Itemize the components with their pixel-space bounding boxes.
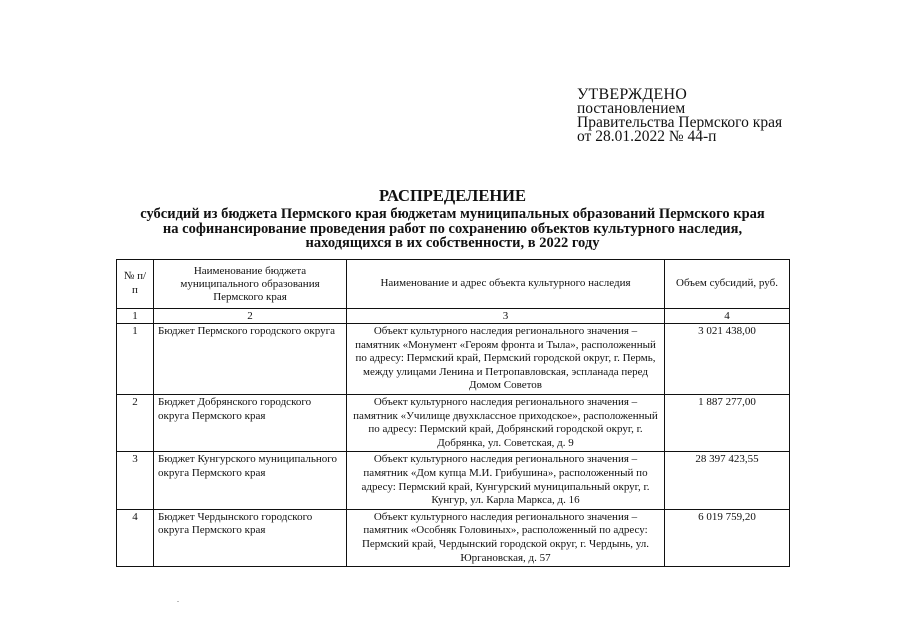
table-row [117, 324, 790, 395]
subtitle-line: на софинансирование проведения работ по сохранению объектов культурного наследия, [162, 220, 743, 237]
row-number: 2 [117, 394, 154, 451]
approval-line: Правительства Пермского края [577, 114, 783, 131]
column-number: 2 [154, 309, 347, 324]
document-subtitle [100, 207, 805, 251]
approval-heading: УТВЕРЖДЕНО [577, 86, 688, 103]
header-num: № п/п [117, 260, 154, 309]
row-number: 1 [117, 324, 154, 395]
row-budget: Бюджет Кунгурского муниципального округа Пермского края [154, 452, 347, 509]
row-amount: 1 887 277,00 [665, 394, 790, 451]
document-title: РАСПРЕДЕЛЕНИЕ [378, 186, 526, 205]
table-row [117, 452, 790, 509]
table-row [117, 394, 790, 451]
distribution-table [116, 259, 790, 567]
row-amount: 28 397 423,55 [665, 452, 790, 509]
row-amount: 3 021 438,00 [665, 324, 790, 395]
header-object: Наименование и адрес объекта культурного наследия [347, 260, 665, 309]
subtitle-line: субсидий из бюджета Пермского края бюджетам муниципальных образований Пермского края [140, 206, 765, 222]
column-number-row [117, 309, 790, 324]
approval-stamp [577, 88, 782, 144]
row-object: Объект культурного наследия регионального значения – памятник «Особняк Головиных», расположенный по адресу: Пермский край, Чердынский городской округ, г. Чердынь, ул. Юргановская, д. 57 [347, 509, 665, 566]
scan-speck [177, 601, 179, 602]
row-object: Объект культурного наследия регионального значения – памятник «Монумент «Героям фронта и Тыла», расположенный по адресу: Пермский край, Пермский городской округ, г. Пермь, между улицами Ленина и Петропавловская, эспланада перед Домом Советов [347, 324, 665, 395]
header-budget: Наименование бюджета муниципального образования Пермского края [154, 260, 347, 309]
table-header-row [117, 260, 790, 309]
column-number: 3 [347, 309, 665, 324]
row-budget: Бюджет Чердынского городского округа Пермского края [154, 509, 347, 566]
row-object: Объект культурного наследия регионального значения – памятник «Дом купца М.И. Грибушина», расположенный по адресу: Пермский край, Кунгурский муниципальный округ, г. Кунгур, ул. Карла Маркса, д. 16 [347, 452, 665, 509]
approval-line: от 28.01.2022 № 44-п [577, 128, 717, 145]
row-budget: Бюджет Добрянского городского округа Пермского края [154, 394, 347, 451]
row-number: 4 [117, 509, 154, 566]
row-amount: 6 019 759,20 [665, 509, 790, 566]
row-budget: Бюджет Пермского городского округа [154, 324, 347, 395]
column-number: 4 [665, 309, 790, 324]
table-row [117, 509, 790, 566]
subtitle-line: находящихся в их собственности, в 2022 году [305, 235, 600, 251]
approval-line: постановлением [577, 100, 686, 117]
row-object: Объект культурного наследия регионального значения – памятник «Училище двухклассное приходское», расположенный по адресу: Пермский край, Добрянский городской округ, г. Добрянка, ул. Советская, д. 9 [347, 394, 665, 451]
column-number: 1 [117, 309, 154, 324]
row-number: 3 [117, 452, 154, 509]
header-amount: Объем субсидий, руб. [665, 260, 790, 309]
